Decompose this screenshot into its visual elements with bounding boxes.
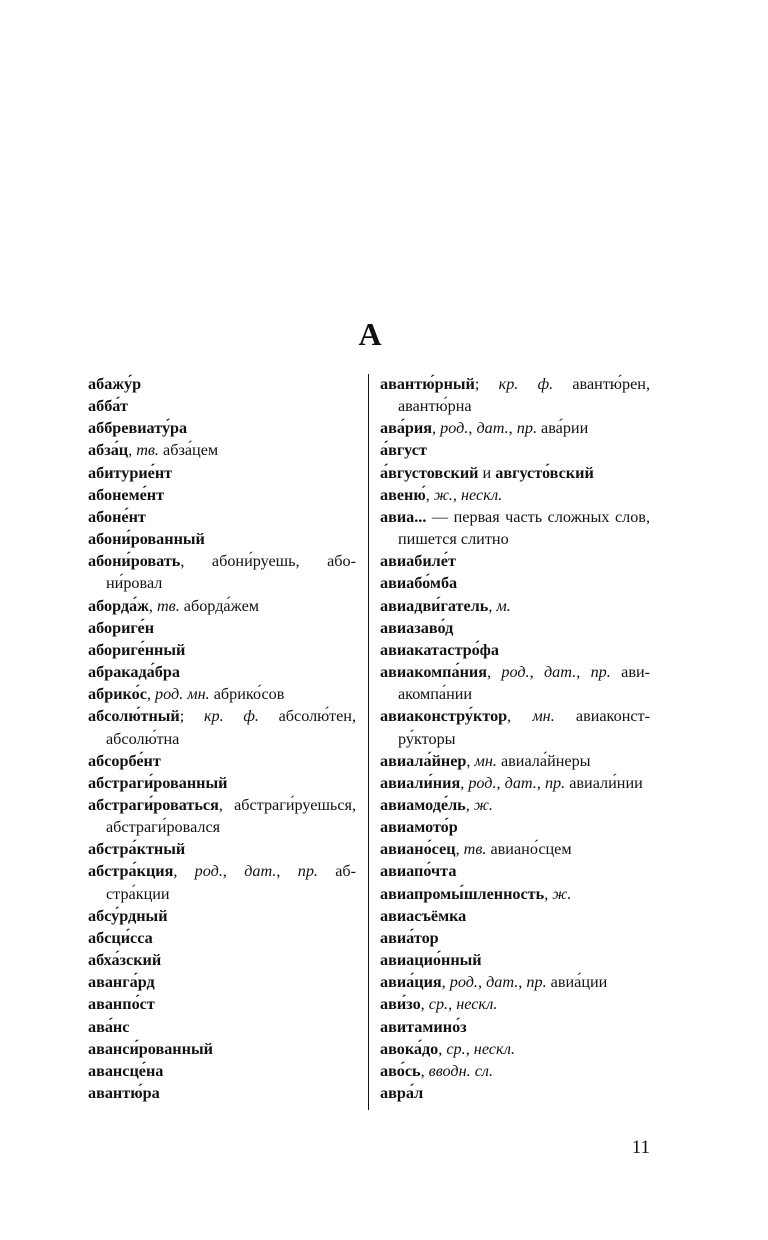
grammar-label: вводн. сл. bbox=[428, 1061, 493, 1080]
dictionary-entry bbox=[380, 484, 650, 506]
headword: абсци́сса bbox=[88, 928, 153, 947]
headword: августо́вский bbox=[495, 463, 594, 482]
headword: авантю́ра bbox=[88, 1084, 160, 1102]
entry-text: , bbox=[452, 485, 462, 504]
entry-text: , bbox=[455, 840, 464, 859]
headword: абоне́нт bbox=[88, 507, 146, 526]
entry-text: , bbox=[420, 995, 429, 1014]
headword: ави́зо bbox=[380, 995, 421, 1014]
dictionary-entry bbox=[380, 794, 650, 816]
grammar-label: дат. bbox=[476, 419, 509, 438]
entry-text: , bbox=[465, 795, 474, 814]
entry-text: абрико́сов bbox=[209, 685, 285, 704]
grammar-label: род. bbox=[468, 773, 497, 792]
dictionary-entry bbox=[380, 661, 650, 705]
grammar-label: кр. ф. bbox=[498, 375, 554, 393]
headword: абба́т bbox=[88, 397, 128, 416]
headword: аванга́рд bbox=[88, 973, 155, 992]
entry-text: , абстраги́руешься, абстраги́ровался bbox=[106, 795, 356, 837]
dictionary-entry bbox=[88, 1060, 356, 1082]
headword: авиали́ния bbox=[380, 773, 461, 792]
dictionary-entry bbox=[380, 417, 650, 439]
headword: абрико́с bbox=[88, 685, 147, 704]
entry-text: , bbox=[576, 663, 591, 682]
dictionary-entry bbox=[380, 816, 650, 838]
headword: абсолю́тный bbox=[88, 707, 180, 726]
headword: авра́л bbox=[380, 1084, 424, 1102]
grammar-label: род. bbox=[440, 419, 469, 438]
dictionary-entry bbox=[88, 772, 356, 794]
headword: авантю́рный bbox=[380, 375, 475, 393]
headword: абитурие́нт bbox=[88, 463, 173, 482]
dictionary-entry bbox=[380, 927, 650, 949]
headword: авиано́сец bbox=[380, 840, 456, 859]
dictionary-entry bbox=[88, 949, 356, 971]
entry-text: авиано́сцем bbox=[486, 840, 572, 859]
headword: авиала́йнер bbox=[380, 751, 467, 770]
entry-text: , bbox=[508, 419, 517, 438]
entry-text: , bbox=[529, 663, 544, 682]
dictionary-entry bbox=[88, 417, 356, 439]
entry-text: ; bbox=[179, 707, 204, 726]
headword: абсорбе́нт bbox=[88, 751, 161, 770]
page-number: 11 bbox=[631, 1137, 650, 1158]
entry-text: , bbox=[425, 485, 434, 504]
grammar-label: пр. bbox=[544, 773, 566, 792]
dictionary-entry bbox=[380, 750, 650, 772]
dictionary-entry bbox=[88, 927, 356, 949]
dictionary-entry bbox=[88, 373, 356, 395]
dictionary-entry bbox=[88, 860, 356, 904]
entry-text: , bbox=[466, 751, 475, 770]
dictionary-entry bbox=[88, 750, 356, 772]
dictionary-entry bbox=[88, 550, 356, 594]
grammar-label: ж. bbox=[552, 884, 572, 903]
headword: авиасъёмка bbox=[380, 906, 467, 925]
entry-text: — первая часть сложных слов, пишется слитно bbox=[398, 507, 650, 549]
headword: ава́рия bbox=[380, 419, 433, 438]
dictionary-entry bbox=[88, 1016, 356, 1038]
headword: аво́сь bbox=[380, 1061, 421, 1080]
headword: абстра́ктный bbox=[88, 840, 186, 859]
headword: авиа... bbox=[380, 507, 427, 526]
dictionary-entry bbox=[88, 462, 356, 484]
entry-text: , bbox=[420, 1061, 429, 1080]
grammar-label: род. bbox=[449, 973, 478, 992]
headword: абони́ровать bbox=[88, 552, 181, 571]
grammar-label: нескл. bbox=[456, 995, 498, 1014]
entry-text: , bbox=[507, 707, 533, 726]
headword: абракада́бра bbox=[88, 663, 180, 682]
entry-text: авантю́рен, авантю́рна bbox=[398, 375, 650, 416]
entry-text: , bbox=[536, 773, 545, 792]
entry-text: авиаконстру́кторы bbox=[398, 707, 651, 748]
headword: аборда́ж bbox=[88, 596, 149, 615]
entry-text: , bbox=[460, 773, 469, 792]
headword: авеню́ bbox=[380, 485, 426, 504]
dictionary-entry bbox=[88, 1038, 356, 1060]
entry-text: , bbox=[148, 596, 157, 615]
grammar-label: ж. bbox=[473, 795, 493, 814]
column-divider bbox=[368, 374, 369, 1110]
entry-text: , bbox=[448, 995, 457, 1014]
grammar-label: нескл. bbox=[473, 1039, 515, 1058]
dictionary-entry bbox=[88, 528, 356, 550]
grammar-label: мн. bbox=[532, 707, 555, 726]
grammar-label: ж. bbox=[433, 485, 453, 504]
entry-text: , bbox=[276, 862, 298, 881]
grammar-label: пр. bbox=[526, 973, 547, 992]
entry-text: авиа́ции bbox=[546, 973, 608, 992]
entry-text: , bbox=[496, 773, 505, 792]
entry-text: , bbox=[487, 663, 502, 682]
headword: абонеме́нт bbox=[88, 485, 165, 504]
entry-text: , bbox=[432, 419, 441, 438]
dictionary-entry bbox=[380, 905, 650, 927]
dictionary-entry bbox=[380, 949, 650, 971]
entry-text: абстра́кции bbox=[106, 862, 357, 903]
headword: авиадви́гатель bbox=[380, 596, 489, 615]
dictionary-entry bbox=[380, 462, 650, 484]
grammar-label: дат. bbox=[486, 973, 519, 992]
headword: абсу́рдный bbox=[88, 906, 168, 925]
section-letter: А bbox=[358, 316, 382, 352]
headword: абажу́р bbox=[88, 375, 142, 393]
grammar-label: род. мн. bbox=[155, 685, 210, 704]
dictionary-entry bbox=[88, 1082, 356, 1104]
dictionary-entry bbox=[380, 705, 650, 749]
dictionary-entry bbox=[88, 484, 356, 506]
headword: абстра́кция bbox=[88, 862, 174, 881]
entry-text: абсолю́тен, абсолю́тна bbox=[106, 707, 356, 748]
headword: авиазаво́д bbox=[380, 618, 454, 637]
entry-text: , bbox=[146, 685, 156, 704]
headword: авиапо́чта bbox=[380, 862, 457, 881]
dictionary-entry bbox=[380, 595, 650, 617]
dictionary-entry bbox=[380, 572, 650, 594]
dictionary-entry bbox=[88, 838, 356, 860]
entry-text: , bbox=[468, 419, 477, 438]
headword: авиамото́р bbox=[380, 818, 458, 837]
entry-text: авиакомпа́нии bbox=[398, 663, 651, 704]
grammar-label: ср. bbox=[428, 995, 449, 1014]
grammar-label: мн. bbox=[474, 751, 497, 770]
dictionary-entry bbox=[380, 617, 650, 639]
entry-text: ава́рии bbox=[536, 419, 589, 438]
dictionary-entry bbox=[380, 639, 650, 661]
headword: авиакомпа́ния bbox=[380, 663, 488, 682]
headword: авитамино́з bbox=[380, 1017, 467, 1036]
dictionary-entry bbox=[380, 971, 650, 993]
dictionary-entry bbox=[88, 661, 356, 683]
dictionary-entry bbox=[380, 506, 650, 550]
dictionary-entry bbox=[380, 1016, 650, 1038]
grammar-label: тв. bbox=[136, 441, 159, 460]
entry-text: , bbox=[488, 596, 497, 615]
dictionary-entry bbox=[88, 506, 356, 528]
headword: авока́до bbox=[380, 1039, 439, 1058]
headword: абориге́н bbox=[88, 618, 155, 637]
headword: авиамоде́ль bbox=[380, 795, 466, 814]
dictionary-entry bbox=[88, 971, 356, 993]
headword: авиабо́мба bbox=[380, 574, 458, 593]
headword: аванпо́ст bbox=[88, 995, 155, 1014]
headword: авиакатастро́фа bbox=[380, 640, 499, 659]
grammar-label: ср. bbox=[446, 1039, 466, 1058]
headword: абстраги́рованный bbox=[88, 773, 228, 792]
grammar-label: пр. bbox=[516, 419, 537, 438]
dictionary-entry bbox=[380, 1060, 650, 1082]
left-column bbox=[88, 373, 356, 1104]
headword: авиа́тор bbox=[380, 928, 439, 947]
grammar-label: род. bbox=[501, 663, 530, 682]
headword: авиабиле́т bbox=[380, 552, 456, 571]
dictionary-entry bbox=[380, 439, 650, 461]
dictionary-entry bbox=[380, 772, 650, 794]
dictionary-entry bbox=[380, 838, 650, 860]
headword: авансце́на bbox=[88, 1061, 164, 1080]
headword: авиапромы́шленность bbox=[380, 884, 545, 903]
entry-text: , bbox=[518, 973, 527, 992]
dictionary-entry bbox=[88, 595, 356, 617]
headword: авиаконстру́ктор bbox=[380, 707, 508, 726]
headword: абза́ц bbox=[88, 441, 129, 460]
headword: ава́нс bbox=[88, 1017, 130, 1036]
entry-text: и bbox=[478, 463, 496, 482]
grammar-label: тв. bbox=[463, 840, 487, 859]
grammar-label: пр. bbox=[297, 862, 318, 881]
entry-text: аборда́жем bbox=[179, 596, 260, 615]
entry-text: , bbox=[222, 862, 245, 881]
headword: а́вгустовский bbox=[380, 463, 479, 482]
headword: а́вгуст bbox=[380, 441, 427, 460]
grammar-label: кр. ф. bbox=[203, 707, 259, 726]
grammar-label: м. bbox=[496, 596, 511, 615]
dictionary-entry bbox=[88, 993, 356, 1015]
dictionary-entry bbox=[380, 373, 650, 417]
entry-text: авиали́нии bbox=[565, 773, 643, 792]
dictionary-entry bbox=[88, 439, 356, 461]
dictionary-entry bbox=[88, 683, 356, 705]
headword: авиацио́нный bbox=[380, 951, 482, 970]
grammar-label: тв. bbox=[156, 596, 180, 615]
grammar-label: дат. bbox=[244, 862, 277, 881]
dictionary-entry bbox=[88, 905, 356, 927]
entry-text: , bbox=[477, 973, 487, 992]
dictionary-entry bbox=[88, 705, 356, 749]
entry-text: , bbox=[465, 1039, 474, 1058]
grammar-label: пр. bbox=[590, 663, 611, 682]
headword: абха́зский bbox=[88, 951, 162, 970]
dictionary-entry bbox=[380, 1082, 650, 1104]
headword: абстраги́роваться bbox=[88, 795, 219, 814]
entry-text: ; bbox=[474, 375, 499, 393]
dictionary-entry bbox=[88, 395, 356, 417]
headword: аванси́рованный bbox=[88, 1039, 213, 1058]
dictionary-entry bbox=[380, 993, 650, 1015]
entry-text: , bbox=[441, 973, 450, 992]
right-column bbox=[380, 373, 650, 1104]
dictionary-entry bbox=[380, 550, 650, 572]
entry-text: , bbox=[544, 884, 553, 903]
grammar-label: нескл. bbox=[461, 485, 503, 504]
headword: аббревиату́ра bbox=[88, 419, 188, 438]
grammar-label: род. bbox=[194, 862, 223, 881]
entry-text: , bbox=[128, 441, 137, 460]
grammar-label: дат. bbox=[504, 773, 537, 792]
entry-text: , bbox=[438, 1039, 447, 1058]
grammar-label: дат. bbox=[543, 663, 577, 682]
entry-text: авиала́йнеры bbox=[496, 751, 591, 770]
headword: авиа́ция bbox=[380, 973, 442, 992]
headword: абориге́нный bbox=[88, 640, 186, 659]
entry-text: абза́цем bbox=[158, 441, 219, 460]
dictionary-entry bbox=[88, 617, 356, 639]
dictionary-entry bbox=[88, 639, 356, 661]
dictionary-entry bbox=[88, 794, 356, 838]
dictionary-entry bbox=[380, 860, 650, 882]
headword: абони́рованный bbox=[88, 530, 205, 549]
entry-text: , абони́руешь, абони́ровал bbox=[106, 552, 356, 593]
dictionary-entry bbox=[380, 1038, 650, 1060]
dictionary-entry bbox=[380, 883, 650, 905]
entry-text: , bbox=[173, 862, 195, 881]
